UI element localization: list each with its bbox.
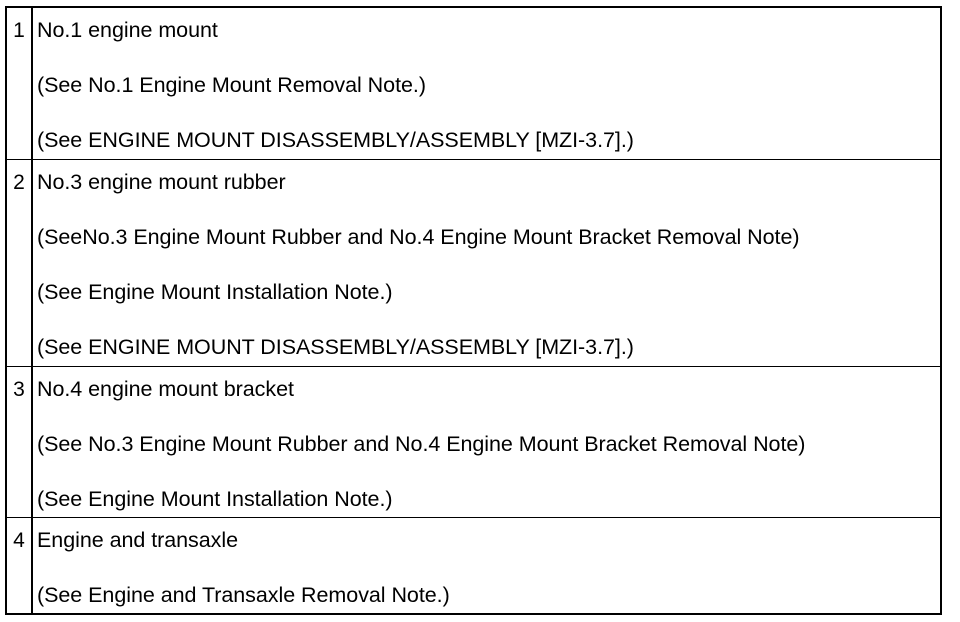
item-title: No.4 engine mount bracket [37, 377, 294, 401]
item-note: (SeeNo.3 Engine Mount Rubber and No.4 Engine Mount Bracket Removal Note) [37, 225, 800, 249]
item-number: 2 [7, 160, 33, 366]
item-title: Engine and transaxle [37, 528, 239, 552]
item-note: (See ENGINE MOUNT DISASSEMBLY/ASSEMBLY [MZI-3.7].) [37, 128, 634, 152]
item-description [33, 367, 940, 517]
item-description [33, 8, 940, 159]
item-number: 4 [7, 518, 33, 615]
item-description [33, 518, 940, 615]
item-note: (See Engine Mount Installation Note.) [37, 280, 393, 304]
item-note: (See No.3 Engine Mount Rubber and No.4 Engine Mount Bracket Removal Note) [37, 432, 806, 456]
item-note: (See ENGINE MOUNT DISASSEMBLY/ASSEMBLY [MZI-3.7].) [37, 335, 634, 359]
table-row [7, 367, 940, 518]
item-note: (See Engine Mount Installation Note.) [37, 487, 393, 511]
item-title: No.3 engine mount rubber [37, 170, 286, 194]
item-number: 3 [7, 367, 33, 517]
table-row [7, 8, 940, 160]
item-number: 1 [7, 8, 33, 159]
item-description [33, 160, 940, 366]
table-row [7, 160, 940, 367]
table-row [7, 518, 940, 615]
item-note: (See No.1 Engine Mount Removal Note.) [37, 73, 426, 97]
parts-table [5, 6, 942, 615]
item-note: (See Engine and Transaxle Removal Note.) [37, 583, 450, 607]
item-title: No.1 engine mount [37, 18, 218, 42]
